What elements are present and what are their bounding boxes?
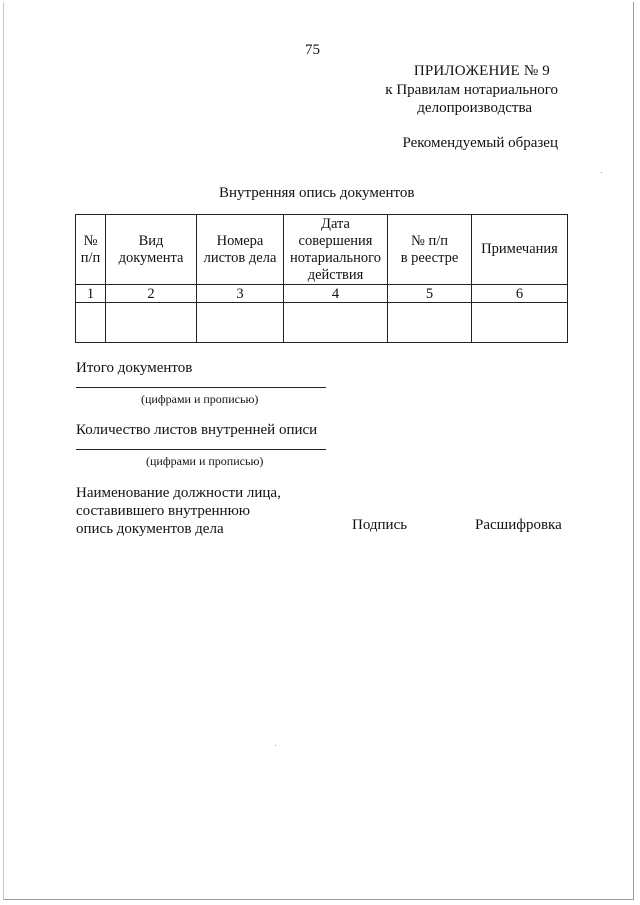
recommended-sample-label: Рекомендуемый образец (402, 135, 558, 151)
header-line: № (83, 232, 98, 249)
empty-cell (106, 303, 197, 343)
header-line: действия (307, 266, 364, 283)
appendix-title: ПРИЛОЖЕНИЕ № 9 (413, 63, 550, 79)
header-cell-doc-type (106, 215, 197, 285)
position-line: опись документов дела (76, 521, 224, 537)
header-cell-sheet-numbers (197, 215, 284, 285)
header-line: совершения (298, 232, 373, 249)
empty-cell (76, 303, 106, 343)
total-documents-label: Итого документов (76, 360, 193, 376)
signature-label: Подпись (352, 517, 408, 533)
column-number-cell: 3 (197, 285, 284, 303)
empty-cell (472, 303, 568, 343)
scan-speck (601, 172, 602, 173)
header-line: Вид (138, 232, 164, 249)
total-documents-hint: (цифрами и прописью) (141, 392, 259, 406)
scan-speck (275, 745, 276, 746)
header-line: Дата (321, 215, 350, 232)
empty-cell (284, 303, 388, 343)
column-number-cell: 5 (388, 285, 472, 303)
table-row (76, 303, 568, 343)
header-cell-notes (472, 215, 568, 285)
sheet-count-label: Количество листов внутренней описи (76, 422, 318, 438)
column-number-cell: 1 (76, 285, 106, 303)
total-documents-line (76, 387, 326, 388)
empty-cell (197, 303, 284, 343)
compiler-position-label (76, 484, 281, 538)
header-cell-number (76, 215, 106, 285)
appendix-subtitle-line2: делопроизводства (417, 100, 532, 116)
header-line: документа (118, 249, 184, 266)
document-title: Внутренняя опись документов (219, 185, 415, 201)
header-line: в реестре (400, 249, 459, 266)
column-number-cell: 4 (284, 285, 388, 303)
header-cell-action-date (284, 215, 388, 285)
header-line: Примечания (481, 241, 558, 257)
header-line: листов дела (203, 249, 277, 266)
header-line: № п/п (410, 232, 448, 249)
column-number-cell: 2 (106, 285, 197, 303)
header-line: п/п (80, 249, 101, 266)
position-line: Наименование должности лица, (76, 485, 281, 501)
inventory-table (75, 214, 568, 343)
column-number-cell: 6 (472, 285, 568, 303)
appendix-subtitle-line1: к Правилам нотариального (385, 82, 558, 98)
sheet-count-hint: (цифрами и прописью) (146, 454, 264, 468)
position-line: составившего внутреннюю (76, 503, 250, 519)
table-header-row (76, 215, 568, 285)
header-line: нотариального (289, 249, 382, 266)
sheet-count-line (76, 449, 326, 450)
header-cell-registry-number (388, 215, 472, 285)
empty-cell (388, 303, 472, 343)
decoding-label: Расшифровка (475, 517, 562, 533)
page-number: 75 (305, 42, 320, 58)
column-number-row (76, 285, 568, 303)
header-line: Номера (216, 232, 264, 249)
